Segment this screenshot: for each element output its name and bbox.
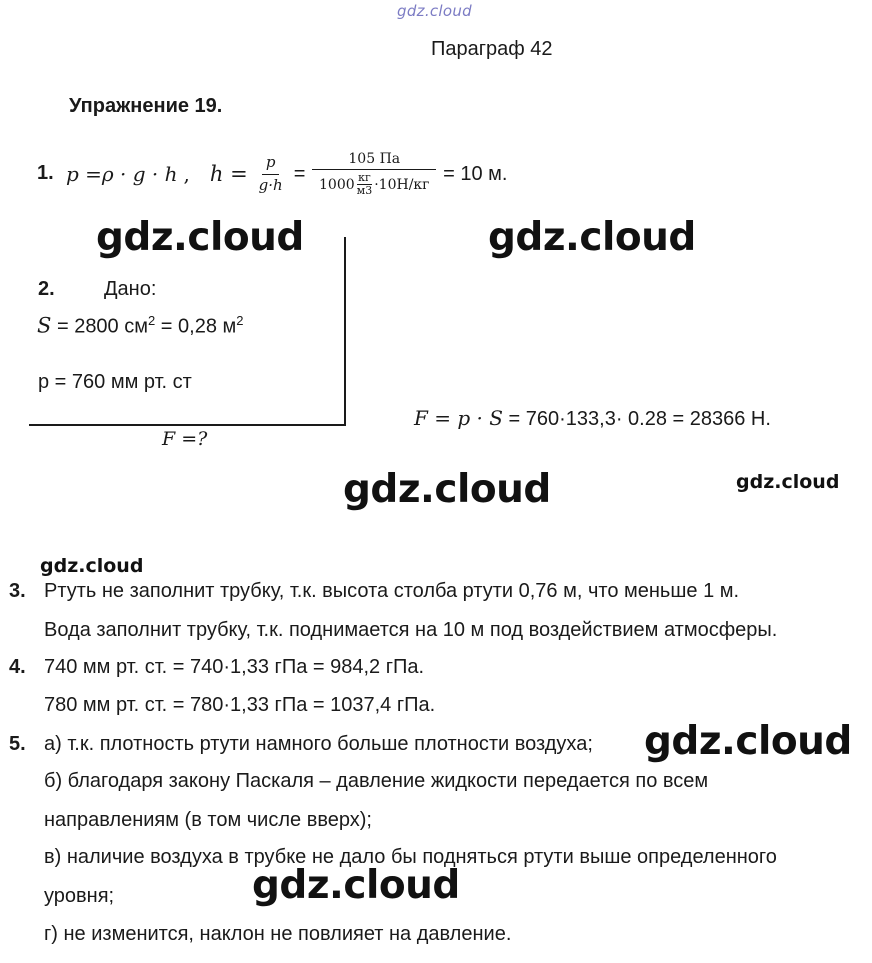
area-value-m: = 0,28 м	[155, 315, 237, 338]
unit-denominator: м3	[356, 184, 373, 198]
unit-numerator: кг	[358, 170, 371, 184]
task-3-line-1: Ртуть не заполнит трубку, т.к. высота столба ртути 0,76 м, что меньше 1 м.	[44, 580, 740, 602]
area-exponent: 2	[148, 313, 156, 328]
task-5-item-b-line-2: направлениям (в том числе вверх);	[44, 809, 372, 831]
area-value-cm: = 2800 см	[56, 315, 148, 338]
task-3-number: 3.	[9, 580, 26, 602]
solution-formula: F = p · S	[414, 406, 503, 430]
fraction-numerator: p	[262, 154, 280, 174]
given-divider-horizontal	[29, 424, 346, 426]
task-1-formula	[66, 144, 507, 204]
fraction-numerator: 105 Па	[312, 151, 436, 170]
task-5-item-a: а) т.к. плотность ртути намного больше плотности воздуха;	[44, 733, 593, 755]
task-1-result: = 10 м.	[443, 162, 508, 185]
task-4-line-1: 740 мм рт. ст. = 740·1,33 гПа = 984,2 гПа.	[44, 656, 425, 678]
exercise-title: Упражнение 19.	[69, 95, 223, 117]
area-exponent: 2	[236, 313, 244, 328]
watermark: gdz.cloud	[252, 863, 460, 908]
denominator-density: 1000	[319, 176, 355, 193]
fraction-p-over-gh	[255, 154, 287, 194]
area-symbol: S	[37, 313, 52, 338]
task-5-item-c-line-2: уровня;	[44, 885, 115, 907]
formula-pressure: p =ρ · g · h	[66, 162, 178, 186]
find-force: F =?	[162, 428, 208, 450]
task-5-item-c-line-1: в) наличие воздуха в трубке не дало бы подняться ртути выше определенного	[44, 846, 777, 868]
watermark: gdz.cloud	[40, 555, 144, 577]
fraction-values	[312, 151, 436, 197]
equals-sign: =	[293, 162, 306, 185]
watermark: gdz.cloud	[644, 719, 852, 764]
given-pressure: p = 760 мм рт. ст	[38, 371, 192, 393]
task-2-solution	[414, 406, 771, 431]
watermark: gdz.cloud	[736, 471, 840, 493]
watermark: gdz.cloud	[488, 215, 696, 260]
task-5-item-d: г) не изменится, наклон не повлияет на давление.	[44, 923, 512, 945]
task-3-line-2: Вода заполнит трубку, т.к. поднимается на 10 м под воздействием атмосферы.	[44, 619, 778, 641]
fraction-denominator: g·h	[258, 175, 283, 194]
given-area	[37, 313, 244, 339]
given-divider-vertical	[344, 237, 346, 425]
paragraph-title: Параграф 42	[431, 38, 553, 60]
task-1-number: 1.	[37, 162, 54, 184]
task-4-line-2: 780 мм рт. ст. = 780·1,33 гПа = 1037,4 гПа.	[44, 694, 436, 716]
task-4-number: 4.	[9, 656, 26, 678]
fraction-denominator	[315, 170, 433, 197]
watermark-top: gdz.cloud	[397, 2, 473, 20]
task-2-number: 2.	[38, 278, 55, 300]
task-5-item-b-line-1: б) благодаря закону Паскаля – давление жидкости передается по всем	[44, 770, 709, 792]
formula-comma: ,	[183, 162, 190, 186]
unit-kg-per-m3	[356, 172, 374, 197]
watermark: gdz.cloud	[96, 215, 304, 260]
task-5-number: 5.	[9, 733, 26, 755]
formula-h-eq: h =	[209, 162, 248, 186]
denominator-gravity: ·10Н/кг	[374, 176, 430, 193]
solution-value: = 760·133,3· 0.28 = 28366 Н.	[508, 408, 771, 430]
given-label: Дано:	[104, 278, 157, 300]
watermark: gdz.cloud	[343, 467, 551, 512]
